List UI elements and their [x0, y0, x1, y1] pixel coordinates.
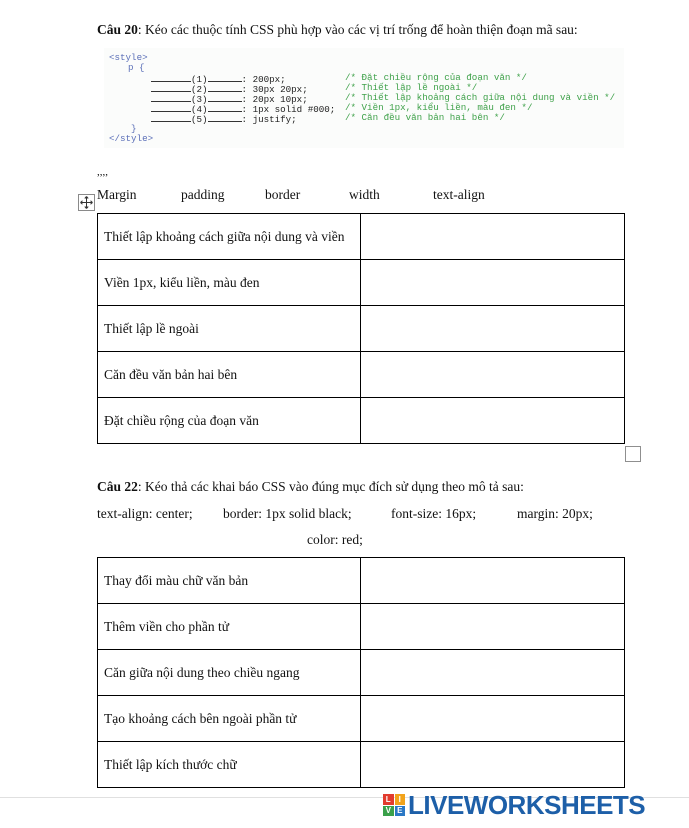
question-20-number: Câu 20	[97, 22, 138, 37]
stray-punctuation: ,,,,	[97, 166, 108, 178]
table-row	[98, 398, 625, 444]
table-resize-handle[interactable]	[625, 446, 641, 462]
table-cell-description: Thay đổi màu chữ văn bản	[98, 558, 361, 604]
table-move-handle-icon[interactable]	[78, 194, 95, 211]
table-cell-description: Tạo khoảng cách bên ngoài phần tử	[98, 696, 361, 742]
code-line: (1) : 200px;	[151, 73, 286, 85]
answer-drop-zone[interactable]	[360, 398, 624, 444]
drag-option[interactable]: width	[349, 187, 380, 202]
table-cell-description: Thiết lập lề ngoài	[98, 306, 361, 352]
drag-option[interactable]: border	[265, 187, 301, 202]
answer-drop-zone[interactable]	[360, 742, 624, 788]
drag-option[interactable]: padding	[181, 187, 225, 202]
table-row	[98, 214, 625, 260]
question-22-number: Câu 22	[97, 479, 138, 494]
answer-drop-zone[interactable]	[360, 696, 624, 742]
table-row	[98, 650, 625, 696]
code-comment: /* Thiết lập lề ngoài */	[345, 82, 478, 93]
question-22-title	[97, 479, 524, 495]
table-row	[98, 558, 625, 604]
answer-drop-zone[interactable]	[360, 650, 624, 696]
answer-drop-zone[interactable]	[360, 306, 624, 352]
table-row	[98, 306, 625, 352]
table-row	[98, 260, 625, 306]
css-code-snippet	[104, 48, 624, 148]
liveworksheets-logo-icon: L I V E	[383, 794, 405, 816]
liveworksheets-logo-text: LIVEWORKSHEETS	[408, 789, 646, 820]
table-row	[98, 604, 625, 650]
drag-option[interactable]: border: 1px solid black;	[223, 506, 352, 521]
question-20-text: : Kéo các thuộc tính CSS phù hợp vào các vị trí trống để hoàn thiện đoạn mã sau:	[137, 22, 578, 37]
table-cell-description: Căn đều văn bản hai bên	[98, 352, 361, 398]
table-cell-description: Căn giữa nội dung theo chiều ngang	[98, 650, 361, 696]
answer-drop-zone[interactable]	[360, 604, 624, 650]
question-22-table	[97, 557, 625, 788]
question-20-table	[97, 213, 625, 444]
drag-option[interactable]: text-align: center;	[97, 506, 193, 521]
code-close-tag: </style>	[109, 133, 154, 144]
table-cell-description: Thiết lập khoảng cách giữa nội dung và viền	[98, 214, 361, 260]
drag-option[interactable]: Margin	[97, 187, 137, 202]
question-20-title	[97, 22, 578, 38]
code-open-tag: <style>	[109, 52, 148, 63]
answer-drop-zone[interactable]	[360, 352, 624, 398]
table-row	[98, 742, 625, 788]
answer-drop-zone[interactable]	[360, 214, 624, 260]
table-row	[98, 352, 625, 398]
answer-drop-zone[interactable]	[360, 558, 624, 604]
code-selector: p {	[128, 62, 145, 73]
table-cell-description: Thêm viền cho phần tử	[98, 604, 361, 650]
code-line: (3) : 20px 10px;	[151, 93, 308, 105]
code-comment: /* Căn đều văn bản hai bên */	[345, 112, 505, 123]
code-comment: /* Viền 1px, kiểu liền, màu đen */	[345, 102, 533, 113]
code-comment: /* Đặt chiều rộng của đoạn văn */	[345, 72, 527, 83]
drag-option[interactable]: font-size: 16px;	[391, 506, 477, 521]
table-row	[98, 696, 625, 742]
code-close-brace: }	[131, 123, 137, 134]
question-22-text: : Kéo thả các khai báo CSS vào đúng mục đích sử dụng theo mô tả sau:	[137, 479, 524, 494]
liveworksheets-logo	[383, 790, 645, 820]
table-cell-description: Thiết lập kích thước chữ	[98, 742, 361, 788]
code-line: (5) : justify;	[151, 113, 297, 125]
table-cell-description: Viền 1px, kiểu liền, màu đen	[98, 260, 361, 306]
drag-option[interactable]: margin: 20px;	[517, 506, 593, 521]
code-line: (4) : 1px solid #000;	[151, 103, 335, 115]
drag-option[interactable]: color: red;	[307, 532, 363, 547]
code-line: (2) : 30px 20px;	[151, 83, 308, 95]
answer-drop-zone[interactable]	[360, 260, 624, 306]
table-cell-description: Đặt chiều rộng của đoạn văn	[98, 398, 361, 444]
drag-option[interactable]: text-align	[433, 187, 485, 202]
code-comment: /* Thiết lập khoảng cách giữa nội dung và viền */	[345, 92, 616, 103]
